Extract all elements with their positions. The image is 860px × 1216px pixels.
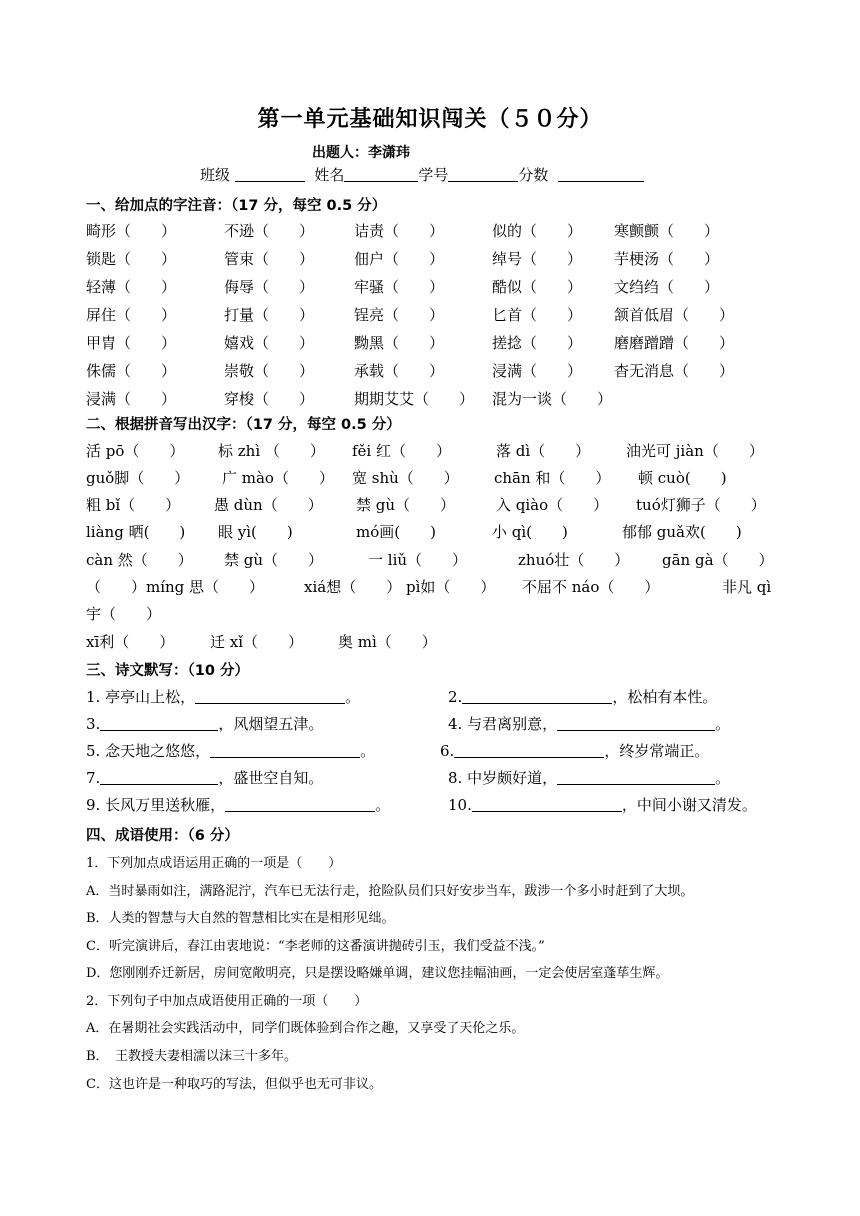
poem-prefix: 5. 念天地之悠悠， — [86, 742, 211, 760]
pinyin-item[interactable]: 标 zhì （ ） — [218, 442, 325, 460]
pinyin-item[interactable]: 小 qì( ) — [492, 523, 568, 541]
phonetic-item[interactable]: 侮辱（ ） — [224, 278, 315, 296]
phonetic-item[interactable]: 畸形（ ） — [86, 222, 177, 240]
pinyin-item[interactable]: mó画( ) — [356, 523, 436, 541]
phonetic-item[interactable]: 杳无消息（ ） — [614, 362, 735, 380]
pinyin-item[interactable]: 广 mào（ ） — [222, 469, 334, 487]
poem-blank[interactable] — [472, 797, 622, 812]
poem-suffix: 。 — [345, 688, 361, 706]
phonetic-item[interactable]: 颔首低眉（ ） — [614, 306, 735, 324]
phonetic-item[interactable]: 磨磨蹭蹭（ ） — [614, 334, 735, 352]
pinyin-item[interactable]: （ ）míng 思（ ） — [86, 578, 265, 596]
class-label: 班级 — [200, 166, 231, 184]
poem-blank[interactable] — [100, 716, 218, 731]
pinyin-item[interactable]: 一 liǔ（ ） — [368, 551, 468, 569]
poem-suffix: ，终岁常端正。 — [604, 742, 710, 760]
poem-line-left — [86, 794, 390, 815]
poem-prefix: 6. — [440, 742, 455, 760]
pinyin-item[interactable]: 奥 mì（ ） — [338, 633, 437, 651]
section3-heading: 三、诗文默写：（10 分） — [86, 663, 249, 679]
pinyin-item[interactable]: guǒ脚（ ） — [86, 469, 190, 487]
answer-option[interactable]: D．您刚刚乔迁新居，房间宽敞明亮，只是摆设略嫌单调，建议您挂幅油画，一定会使居室蓬荜生辉。 — [86, 966, 669, 981]
poem-suffix: ，松柏有本性。 — [612, 688, 718, 706]
phonetic-item[interactable]: 承载（ ） — [354, 362, 445, 380]
pinyin-item[interactable]: xiá想（ ） — [304, 578, 402, 596]
poem-blank[interactable] — [100, 770, 218, 785]
phonetic-item[interactable]: 似的（ ） — [492, 222, 583, 240]
poem-blank[interactable] — [195, 689, 345, 704]
pinyin-item[interactable]: 郁郁 guǎ欢( ) — [622, 523, 742, 541]
poem-prefix: 10. — [448, 796, 472, 814]
poem-blank[interactable] — [210, 743, 360, 758]
pinyin-item[interactable]: tuó灯狮子（ ） — [636, 496, 766, 514]
score-label: 分数 — [518, 166, 549, 184]
name-blank[interactable] — [344, 167, 418, 182]
phonetic-item[interactable]: 诘责（ ） — [354, 222, 445, 240]
poem-blank[interactable] — [225, 797, 375, 812]
poem-prefix: 9. 长风万里送秋雁， — [86, 796, 226, 814]
question-stem: 1．下列加点成语运用正确的一项是（ ） — [86, 856, 342, 871]
pinyin-item[interactable]: 不屈不 náo（ ） — [522, 578, 660, 596]
phonetic-item[interactable]: 芋梗汤（ ） — [614, 250, 720, 268]
phonetic-item[interactable]: 混为一谈（ ） — [492, 390, 613, 408]
phonetic-item[interactable]: 文绉绉（ ） — [614, 278, 720, 296]
phonetic-item[interactable]: 浸满（ ） — [492, 362, 583, 380]
section1-heading: 一、给加点的字注音：（17 分，每空 0.5 分） — [86, 198, 387, 214]
answer-option[interactable]: A．当时暴雨如注，满路泥泞，汽车已无法行走，抢险队员们只好安步当车，跋涉一个多小时赶到了大坝。 — [86, 884, 694, 899]
phonetic-item[interactable]: 匕首（ ） — [492, 306, 583, 324]
pinyin-item[interactable]: chān 和（ ） — [494, 469, 611, 487]
section2-heading: 二、根据拼音写出汉字：（17 分，每空 0.5 分） — [86, 417, 401, 433]
poem-blank[interactable] — [557, 716, 715, 731]
poem-prefix: 1. 亭亭山上松， — [86, 688, 196, 706]
number-label: 学号 — [418, 166, 449, 184]
pinyin-item[interactable]: 顿 cuò( ) — [638, 469, 727, 487]
class-blank[interactable] — [235, 167, 305, 182]
name-label: 姓名 — [314, 166, 345, 184]
page-title: 第一单元基础知识闯关（５０分） — [257, 107, 603, 132]
poem-blank[interactable] — [462, 689, 612, 704]
pinyin-item[interactable]: 宇（ ） — [86, 605, 162, 623]
pinyin-item[interactable]: gān gà（ ） — [662, 551, 774, 569]
pinyin-item[interactable]: càn 然（ ） — [86, 551, 193, 569]
phonetic-item[interactable]: 屏住（ ） — [86, 306, 177, 324]
poem-blank[interactable] — [557, 770, 715, 785]
poem-suffix: ，盛世空自知。 — [218, 769, 324, 787]
phonetic-item[interactable]: 寒颤颤（ ） — [614, 222, 720, 240]
pinyin-item[interactable]: 粗 bǐ（ ） — [86, 496, 181, 514]
pinyin-item[interactable]: 眼 yì( ) — [218, 523, 293, 541]
poem-line-left — [86, 740, 375, 761]
phonetic-item[interactable]: 搓捻（ ） — [492, 334, 583, 352]
poem-suffix: ，中间小谢又清发。 — [621, 796, 757, 814]
poem-prefix: 3. — [86, 715, 101, 733]
poem-line-left — [86, 767, 323, 788]
pinyin-item[interactable]: pì如（ ） — [406, 578, 496, 596]
pinyin-item[interactable]: 禁 gù（ ） — [356, 496, 456, 514]
answer-option[interactable]: B． 王教授夫妻相濡以沫三十多年。 — [86, 1049, 298, 1064]
section4-heading: 四、成语使用：（6 分） — [86, 828, 239, 844]
number-blank[interactable] — [448, 167, 518, 182]
phonetic-item[interactable]: 穿梭（ ） — [224, 390, 315, 408]
poem-line-right — [448, 686, 717, 707]
pinyin-item[interactable]: fěi 红（ ） — [352, 442, 451, 460]
answer-option[interactable]: B．人类的智慧与大自然的智慧相比实在是相形见绌。 — [86, 911, 395, 926]
phonetic-item[interactable]: 牢骚（ ） — [354, 278, 445, 296]
author-line: 出题人：李潇玮 — [312, 145, 410, 161]
poem-line-right — [448, 713, 730, 734]
phonetic-item[interactable]: 浸满（ ） — [86, 390, 177, 408]
poem-prefix: 8. 中岁颇好道， — [448, 769, 558, 787]
pinyin-item[interactable]: 宽 shù（ ） — [352, 469, 459, 487]
poem-suffix: 。 — [375, 796, 391, 814]
poem-suffix: 。 — [715, 769, 731, 787]
poem-line-left — [86, 713, 323, 734]
pinyin-item[interactable]: 活 pō（ ） — [86, 442, 185, 460]
phonetic-item[interactable]: 黝黑（ ） — [354, 334, 445, 352]
phonetic-item[interactable]: 酷似（ ） — [492, 278, 583, 296]
poem-suffix: 。 — [715, 715, 731, 733]
poem-line-right — [448, 794, 757, 815]
poem-line-right — [440, 740, 709, 761]
pinyin-item[interactable]: zhuó壮（ ） — [518, 551, 630, 569]
phonetic-item[interactable]: 绰号（ ） — [492, 250, 583, 268]
phonetic-item[interactable]: 期期艾艾（ ） — [354, 390, 475, 408]
answer-option[interactable]: C．听完演讲后，春江由衷地说：“李老师的这番演讲抛砖引玉，我们受益不浅。” — [86, 939, 545, 954]
phonetic-item[interactable]: 管束（ ） — [224, 250, 315, 268]
pinyin-item[interactable]: 迁 xǐ（ ） — [210, 633, 304, 651]
phonetic-item[interactable]: 锃亮（ ） — [354, 306, 445, 324]
phonetic-item[interactable]: 不逊（ ） — [224, 222, 315, 240]
poem-prefix: 4. 与君离别意， — [448, 715, 558, 733]
answer-option[interactable]: A．在暑期社会实践活动中，同学们既体验到合作之趣，又享受了天伦之乐。 — [86, 1021, 525, 1036]
phonetic-item[interactable]: 甲胄（ ） — [86, 334, 177, 352]
pinyin-item[interactable]: 入 qiào（ ） — [496, 496, 609, 514]
answer-option[interactable]: C．这也许是一种取巧的写法，但似乎也无可非议。 — [86, 1077, 382, 1092]
poem-blank[interactable] — [454, 743, 604, 758]
poem-prefix: 7. — [86, 769, 101, 787]
pinyin-item[interactable]: 落 dì（ ） — [496, 442, 591, 460]
phonetic-item[interactable]: 侏儒（ ） — [86, 362, 177, 380]
score-blank[interactable] — [558, 167, 644, 182]
phonetic-item[interactable]: 打量（ ） — [224, 306, 315, 324]
pinyin-item[interactable]: liàng 晒( ) — [86, 523, 186, 541]
poem-suffix: ，风烟望五津。 — [218, 715, 324, 733]
phonetic-item[interactable]: 嬉戏（ ） — [224, 334, 315, 352]
pinyin-item[interactable]: 禁 gù（ ） — [224, 551, 324, 569]
pinyin-item[interactable]: xī利（ ） — [86, 633, 175, 651]
pinyin-item[interactable]: 油光可 jiàn（ ） — [626, 442, 764, 460]
question-stem: 2．下列句子中加点成语使用正确的一项（ ） — [86, 994, 368, 1009]
phonetic-item[interactable]: 锁匙（ ） — [86, 250, 177, 268]
phonetic-item[interactable]: 轻薄（ ） — [86, 278, 177, 296]
poem-suffix: 。 — [360, 742, 376, 760]
student-info-line — [200, 164, 644, 185]
poem-line-left — [86, 686, 360, 707]
pinyin-item[interactable]: 愚 dùn（ ） — [214, 496, 323, 514]
poem-prefix: 2. — [448, 688, 463, 706]
phonetic-item[interactable]: 崇敬（ ） — [224, 362, 315, 380]
phonetic-item[interactable]: 佃户（ ） — [354, 250, 445, 268]
poem-line-right — [448, 767, 730, 788]
pinyin-item[interactable]: 非凡 qì — [722, 578, 772, 596]
